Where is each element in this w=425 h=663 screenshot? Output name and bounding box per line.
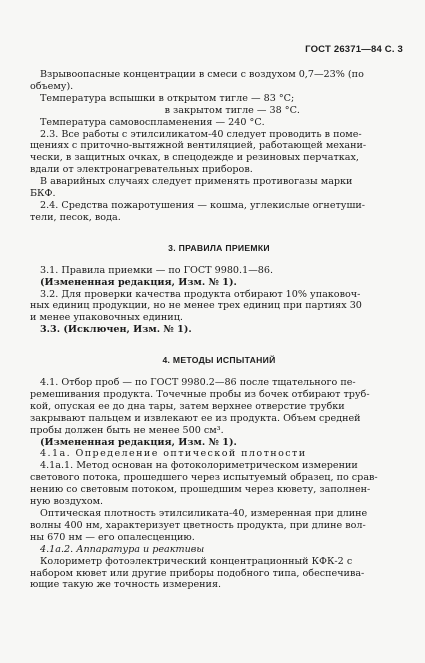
text-line: закрывают пальцем и извлекают ее из продукта. Объем средней — [30, 412, 361, 424]
text-line: в закрытом тигле — 38 °С. — [164, 104, 300, 116]
text-line: 2.3. Все работы с этилсиликатом-40 следует проводить в поме- — [40, 128, 362, 140]
text-line: ную воздухом. — [30, 496, 104, 508]
text-line: 3.3. (Исключен, Изм. № 1). — [40, 324, 192, 336]
text-line: нению со световым потоком, прошедшим через кювету, заполнен- — [30, 484, 371, 496]
text-line: (Измененная редакция, Изм. № 1). — [40, 436, 237, 448]
text-line: кой, опуская ее до дна тары, затем верхнее отверстие трубки — [30, 400, 345, 412]
text-line: Оптическая плотность этилсиликата-40, измеренная при длине — [40, 508, 368, 519]
text-line: тели, песок, вода. — [30, 211, 121, 223]
section-heading: 4. МЕТОДЫ ИСПЫТАНИЙ — [162, 355, 276, 366]
text-line: ных единиц продукции, но не менее трех единиц при партиях 30 — [30, 300, 362, 312]
text-line: ны 670 нм — его опалесценцию. — [30, 531, 195, 543]
text-line: 3.2. Для проверки качества продукта отбирают 10% упаковоч- — [40, 288, 361, 300]
text-line: чески, в защитных очках, в спецодежде и резиновых перчатках, — [30, 152, 359, 164]
text-line: 3.1. Правила приемки — по ГОСТ 9980.1—86. — [40, 264, 274, 276]
text-line: В аварийных случаях следует применять противогазы марки — [40, 176, 353, 188]
text-line: 4.1. Отбор проб — по ГОСТ 9980.2—86 после тщательного пе- — [40, 377, 356, 389]
page-header: ГОСТ 26371—84 С. 3 — [305, 44, 403, 55]
text-line: волны 400 нм, характеризует цветность продукта, при длине вол- — [30, 519, 366, 531]
text-line: Температура вспышки в открытом тигле — 83 °С; — [40, 92, 295, 104]
text-line: светового потока, прошедшего через испытуемый образец, по срав- — [30, 472, 378, 484]
text-line: 2.4. Средства пожаротушения — кошма, углекислые огнетуши- — [40, 199, 366, 211]
text-line: Температура самовоспламенения — 240 °С. — [40, 116, 265, 128]
text-line: вдали от электронагревательных приборов. — [30, 164, 253, 176]
text-line: и менее упаковочных единиц. — [30, 312, 183, 324]
text-line: БКФ. — [30, 188, 56, 200]
text-line: Взрывоопасные концентрации в смеси с воздухом 0,7—23% (по — [40, 69, 364, 80]
text-line: ремешивания продукта. Точечные пробы из бочек отбирают труб- — [30, 388, 370, 400]
text-line: пробы должен быть не менее 500 см³. — [30, 424, 224, 436]
text-line: щениях с приточно-вытяжной вентиляцией, работающей механи- — [30, 140, 367, 152]
text-line: (Измененная редакция, Изм. № 1). — [40, 276, 237, 288]
text-line: набором кювет или другие приборы подобного типа, обеспечива- — [30, 567, 365, 579]
text-line: объему). — [30, 80, 74, 92]
text-line: ющие такую же точность измерения. — [30, 579, 222, 591]
text-line: 4.1а. Определение оптической плотности — [40, 448, 307, 460]
text-line: Колориметр фотоэлектрический концентрационный КФК-2 с — [40, 555, 353, 567]
document-body — [30, 69, 408, 591]
text-line: 4.1а.1. Метод основан на фотоколориметрическом измерении — [40, 460, 358, 472]
section-heading: 3. ПРАВИЛА ПРИЕМКИ — [168, 242, 270, 253]
text-line: 4.1а.2. Аппаратура и реактивы — [40, 543, 205, 555]
